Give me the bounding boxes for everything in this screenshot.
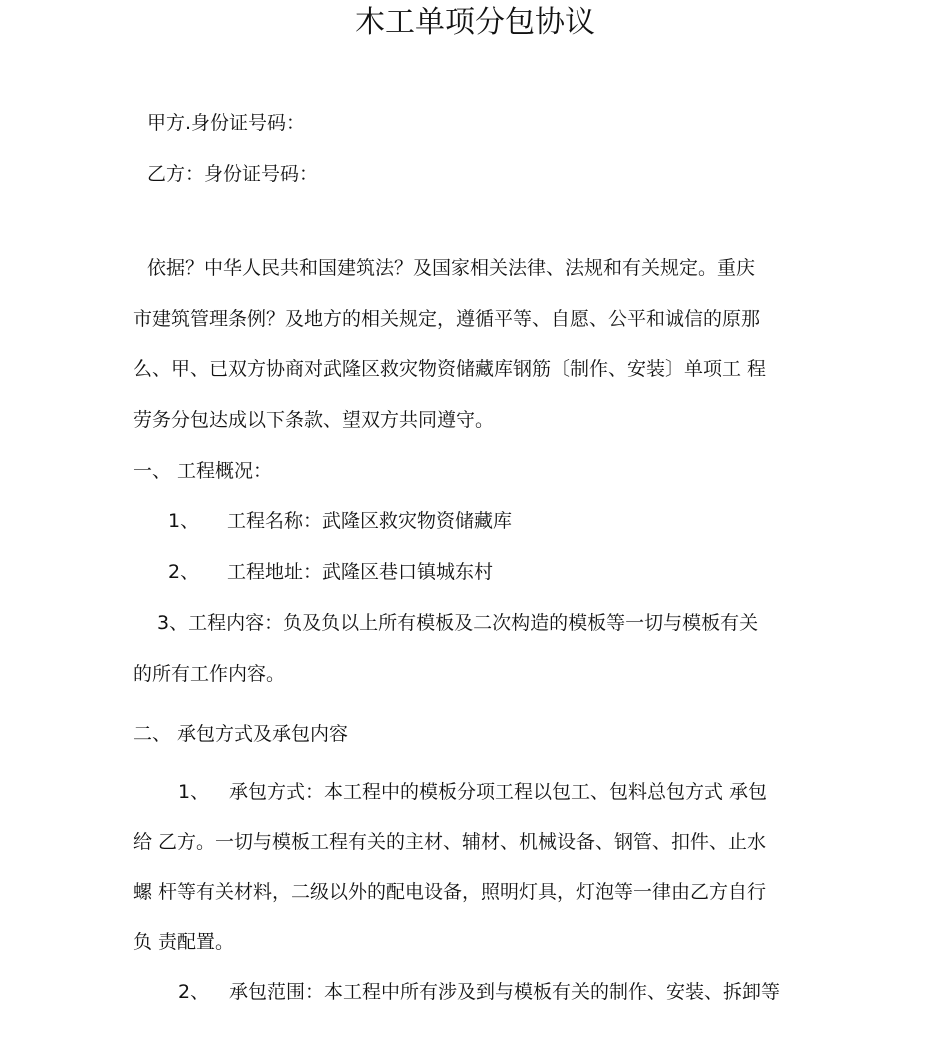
basis-line-4: 劳务分包达成以下条款、望双方共同遵守。 [133,409,495,431]
section1-item2-text: 工程地址：武隆区巷口镇城东村 [227,561,494,583]
section2-item2-number: 2、 [178,981,210,1003]
basis-line-2: 市建筑管理条例？及地方的相关规定，遵循平等、自愿、公平和诚信的原那 [133,308,761,330]
section2-item1-line-4: 负 责配置。 [133,931,235,953]
section2-item1-line-3: 螺 杆等有关材料，二级以外的配电设备，照明灯具，灯泡等一律由乙方自行 [133,881,767,903]
section1-item3-line-2: 的所有工作内容。 [133,663,286,685]
section1-item2-number: 2、 [168,561,200,583]
section1-heading: 一、 工程概况： [133,460,273,482]
section2-heading: 二、 承包方式及承包内容 [133,723,349,745]
document-title: 木工单项分包协议 [355,5,595,40]
party-b-line: 乙方：身份证号码： [147,163,319,185]
section1-item3-line-1: 3、工程内容：负及负以上所有模板及二次构造的模板等一切与模板有关 [157,612,759,634]
basis-line-3: 么、甲、已双方协商对武隆区救灾物资储藏库钢筋〔制作、安装〕单项工 程 [133,358,767,380]
section2-item1-number: 1、 [178,781,210,803]
section2-item1-line-1: 承包方式：本工程中的模板分项工程以包工、包料总包方式 承包 [229,781,768,803]
section1-item1-text: 工程名称：武隆区救灾物资储藏库 [227,510,513,532]
party-a-line: 甲方.身份证号码： [147,112,306,134]
section1-item1-number: 1、 [168,510,200,532]
section2-item2-text: 承包范围：本工程中所有涉及到与模板有关的制作、安装、拆卸等 [229,981,781,1003]
section2-item1-line-2: 给 乙方。一切与模板工程有关的主材、辅材、机械设备、钢管、扣件、止水 [133,831,767,853]
basis-line-1: 依据？中华人民共和国建筑法？及国家相关法律、法规和有关规定。重庆 [147,257,756,279]
